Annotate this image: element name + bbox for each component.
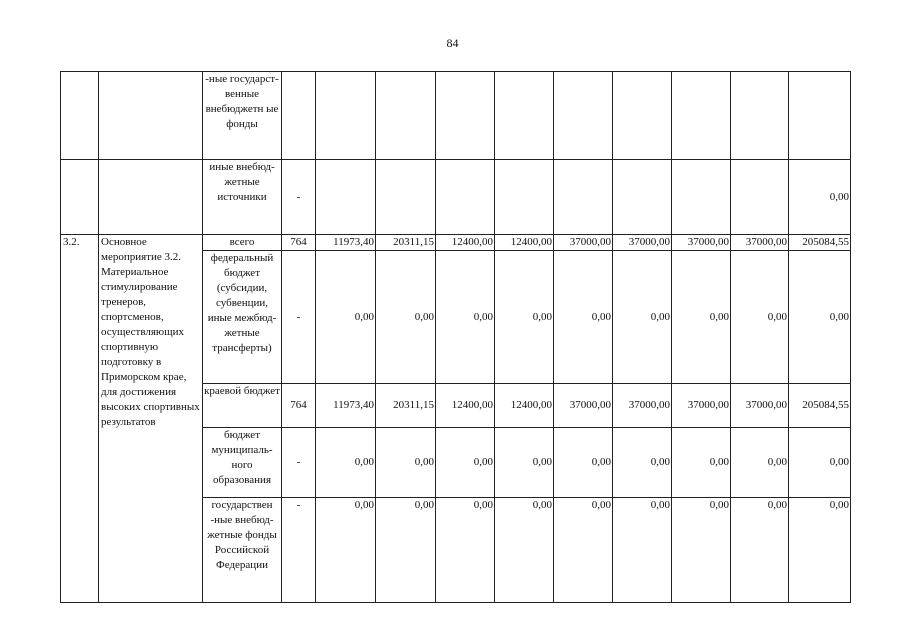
value-cell: 37000,00 bbox=[554, 384, 613, 428]
value-cell: 37000,00 bbox=[672, 384, 731, 428]
activity-name: Основное мероприятие 3.2. Материальное стимулирование тренеров, спортсменов, осуществляющих спортивную подготовку в Приморском крае, для достижения высоких спортивных результатов bbox=[99, 235, 203, 603]
value-cell: 0,00 bbox=[495, 498, 554, 603]
value-cell: 0,00 bbox=[789, 251, 851, 384]
value-cell: 12400,00 bbox=[436, 235, 495, 251]
activity-name bbox=[99, 160, 203, 235]
budget-code: - bbox=[282, 498, 316, 603]
value-cell: 205084,55 bbox=[789, 384, 851, 428]
value-cell bbox=[376, 72, 436, 160]
table-row bbox=[61, 72, 851, 160]
value-cell bbox=[495, 160, 554, 235]
budget-code: - bbox=[282, 251, 316, 384]
value-cell: 12400,00 bbox=[436, 384, 495, 428]
value-cell: 0,00 bbox=[789, 160, 851, 235]
value-cell: 0,00 bbox=[376, 498, 436, 603]
row-index bbox=[61, 160, 99, 235]
value-cell bbox=[436, 72, 495, 160]
value-cell: 0,00 bbox=[789, 428, 851, 498]
value-cell: 0,00 bbox=[731, 498, 789, 603]
value-cell bbox=[554, 72, 613, 160]
value-cell: 0,00 bbox=[613, 251, 672, 384]
value-cell bbox=[613, 160, 672, 235]
value-cell: 0,00 bbox=[554, 428, 613, 498]
value-cell bbox=[789, 72, 851, 160]
value-cell: 0,00 bbox=[495, 428, 554, 498]
value-cell bbox=[376, 160, 436, 235]
funding-source: бюджет муниципаль-ного образования bbox=[203, 428, 282, 498]
value-cell: 11973,40 bbox=[316, 384, 376, 428]
budget-code: 764 bbox=[282, 384, 316, 428]
value-cell: 37000,00 bbox=[731, 384, 789, 428]
value-cell: 0,00 bbox=[316, 428, 376, 498]
value-cell bbox=[672, 160, 731, 235]
budget-code: 764 bbox=[282, 235, 316, 251]
funding-source: всего bbox=[203, 235, 282, 251]
value-cell: 0,00 bbox=[495, 251, 554, 384]
page-number: 84 bbox=[446, 36, 459, 50]
value-cell: 0,00 bbox=[554, 498, 613, 603]
value-cell: 11973,40 bbox=[316, 235, 376, 251]
budget-code bbox=[282, 72, 316, 160]
value-cell: 0,00 bbox=[436, 251, 495, 384]
value-cell: 37000,00 bbox=[731, 235, 789, 251]
value-cell: 20311,15 bbox=[376, 384, 436, 428]
budget-code: - bbox=[282, 428, 316, 498]
value-cell bbox=[731, 72, 789, 160]
funding-source: иные внебюд-жетные источники bbox=[203, 160, 282, 235]
value-cell: 0,00 bbox=[672, 428, 731, 498]
value-cell: 0,00 bbox=[436, 428, 495, 498]
value-cell: 12400,00 bbox=[495, 235, 554, 251]
value-cell: 0,00 bbox=[613, 498, 672, 603]
value-cell: 0,00 bbox=[376, 251, 436, 384]
table-row bbox=[61, 235, 851, 251]
value-cell: 37000,00 bbox=[613, 384, 672, 428]
value-cell: 0,00 bbox=[316, 251, 376, 384]
value-cell: 0,00 bbox=[613, 428, 672, 498]
value-cell: 0,00 bbox=[436, 498, 495, 603]
value-cell: 37000,00 bbox=[613, 235, 672, 251]
table-row bbox=[61, 160, 851, 235]
value-cell: 37000,00 bbox=[554, 235, 613, 251]
value-cell: 0,00 bbox=[789, 498, 851, 603]
funding-source: государствен -ные внебюд-жетные фонды Российской Федерации bbox=[203, 498, 282, 603]
funding-source: федеральный бюджет (субсидии, субвенции, иные межбюд-жетные трансферты) bbox=[203, 251, 282, 384]
value-cell bbox=[672, 72, 731, 160]
value-cell bbox=[731, 160, 789, 235]
value-cell: 0,00 bbox=[672, 251, 731, 384]
value-cell bbox=[436, 160, 495, 235]
activity-name bbox=[99, 72, 203, 160]
row-index bbox=[61, 72, 99, 160]
value-cell: 205084,55 bbox=[789, 235, 851, 251]
value-cell: 0,00 bbox=[376, 428, 436, 498]
budget-table bbox=[60, 71, 851, 603]
funding-source: -ные государст-венные внебюджетн ые фонды bbox=[203, 72, 282, 160]
value-cell bbox=[613, 72, 672, 160]
value-cell: 12400,00 bbox=[495, 384, 554, 428]
value-cell: 0,00 bbox=[554, 251, 613, 384]
value-cell: 20311,15 bbox=[376, 235, 436, 251]
value-cell bbox=[554, 160, 613, 235]
value-cell: 0,00 bbox=[731, 251, 789, 384]
value-cell: 0,00 bbox=[316, 498, 376, 603]
value-cell: 0,00 bbox=[672, 498, 731, 603]
value-cell bbox=[316, 160, 376, 235]
funding-source: краевой бюджет bbox=[203, 384, 282, 428]
row-index: 3.2. bbox=[61, 235, 99, 603]
value-cell: 37000,00 bbox=[672, 235, 731, 251]
value-cell bbox=[316, 72, 376, 160]
budget-code: - bbox=[282, 160, 316, 235]
value-cell: 0,00 bbox=[731, 428, 789, 498]
value-cell bbox=[495, 72, 554, 160]
